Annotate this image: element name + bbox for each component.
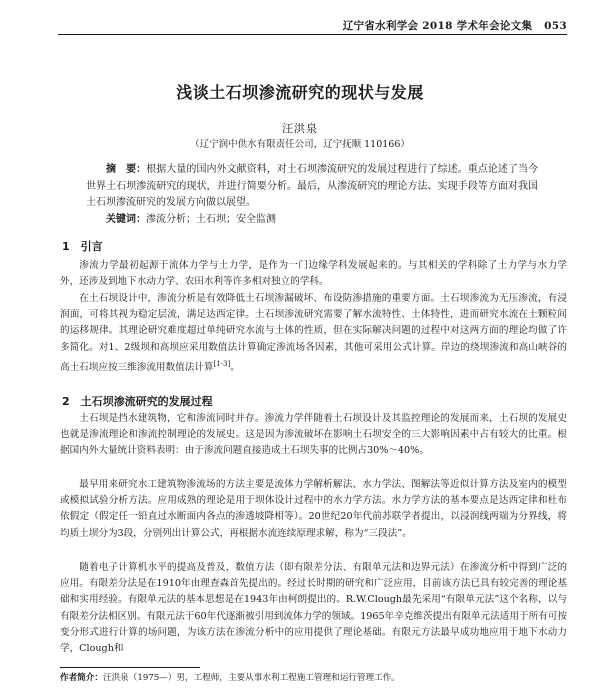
intro-paragraph-2 [60,291,567,376]
header-rule [58,34,567,35]
paper-title: 浅谈土石坝渗流研究的现状与发展 [176,83,424,102]
keywords [86,212,538,228]
running-header [60,18,567,33]
citation-ref: [1-3] [213,359,231,368]
running-title: 辽宁省水利学会 2018 学术年会论文集 [342,20,533,32]
history-paragraph-2: 最早用来研究水工建筑物渗流场的方法主要是流体力学解析解法、水力学法、图解法等近似计算方法及室内的模型或模拟试验分析方法。应用成熟的理论是用于坝体设计过程中的水力学方法。水力学方法的基本要点是达西定律和杜布依假定（假定任一铅直过水断面内各点的渗透坡降相等）。20世纪20年代前苏联学者提出，以浸润线两端为分界线，将均质土坝分为3段，分别列出计算公式，再根据水流连续原理求解，称为“三段法”。 [60,479,567,539]
intro-paragraph-1: 渗流力学最初起源于流体力学与土力学，是作为一门边缘学科发展起来的。与其相关的学科除了土力学与水力学外，还涉及到地下水动力学、农田水利等许多相对独立的学科。 [60,260,567,288]
footnote-text: 汪洪泉（1975—）男，工程师，主要从事水利工程施工管理和运行管理工作。 [102,673,400,683]
abstract-text: 根据大量的国内外文献资料，对土石坝渗流研究的发展过程进行了综述。重点论述了当今世界土石坝渗流研究的现状，并进行简要分析。最后，从渗流研究的理论方法、实现手段等方面对我国土石坝渗流研究的发展方向做以展望。 [86,164,539,208]
history-paragraph-1: 土石坝是挡水建筑物，它和渗流同时并存。渗流力学伴随着土石坝设计及其监控理论的发展而来，土石坝的发展史也就是渗流理论和渗流控制理论的发展史。这是因为渗流破坏在影响土石坝安全的三大影响因素中占有较大的比重。根据国内外大量统计资料表明：由于渗流问题直接造成土石坝失事的比例占30%～40%。 [60,413,567,457]
abstract [86,162,538,212]
intro-paragraph-2-text: 在土石坝设计中，渗流分析是有效降低土石坝渗漏破坏、布设防渗措施的重要方面。土石坝渗流为无压渗流，有浸润面，可将其视为稳定层流，满足达西定律。土石坝渗流研究需要了解水流特性、土体特性，进而研究水流在土颗粒间的运移规律。其理论研究难度超过单纯研究水流与土体的性质，但在实际解决问题的过程中对这两方面的理论均做了许多简化。对1、2级坝和高坝应采用数值法计算确定渗流场各因素，其他可采用公式计算。岸边的绕坝渗流和高山峡谷的高土石坝应按三维渗流用数值法计算 [60,293,567,373]
abstract-label: 摘 要： [106,164,147,175]
author-name: 汪洪泉 [282,122,318,135]
page-number: 053 [544,20,567,32]
footnote-label: 作者简介： [60,673,103,683]
intro-paragraph-2-tail: 。 [230,362,240,373]
keywords-text: 渗流分析；土石坝；安全监测 [146,214,276,225]
author-footnote [60,672,567,684]
affiliation: （辽宁润中供水有限责任公司，辽宁抚顺 110166） [190,139,410,150]
history-paragraph-3: 随着电子计算机水平的提高及普及，数值方法（即有限差分法、有限单元法和边界元法）在渗流分析中得到广泛的应用。有限差分法是在1910年由理查森首先提出的。经过长时期的研究和广泛应用，目前该方法已具有较完善的理论基础和实用经验。有限单元法的基本思想是在1943年由柯朗提出的。R.W.Clough最先采用“有限单元法”这个名称，以与有限差分法相区别。有限元法于60年代逐渐被引用到流体力学的领域。1965年辛克维茨提出有限单元法适用于所有可按变分形式进行计算的场问题，为该方法在渗流分析中的应用提供了理论基础。有限元方法最早成功地应用于地下水动力学，Clough和 [60,562,567,655]
section-heading-intro: 1 引言 [62,240,103,253]
footnote-rule [60,667,200,668]
keywords-label: 关键词： [106,214,146,225]
section-heading-history: 2 土石坝渗流研究的发展过程 [62,395,213,408]
